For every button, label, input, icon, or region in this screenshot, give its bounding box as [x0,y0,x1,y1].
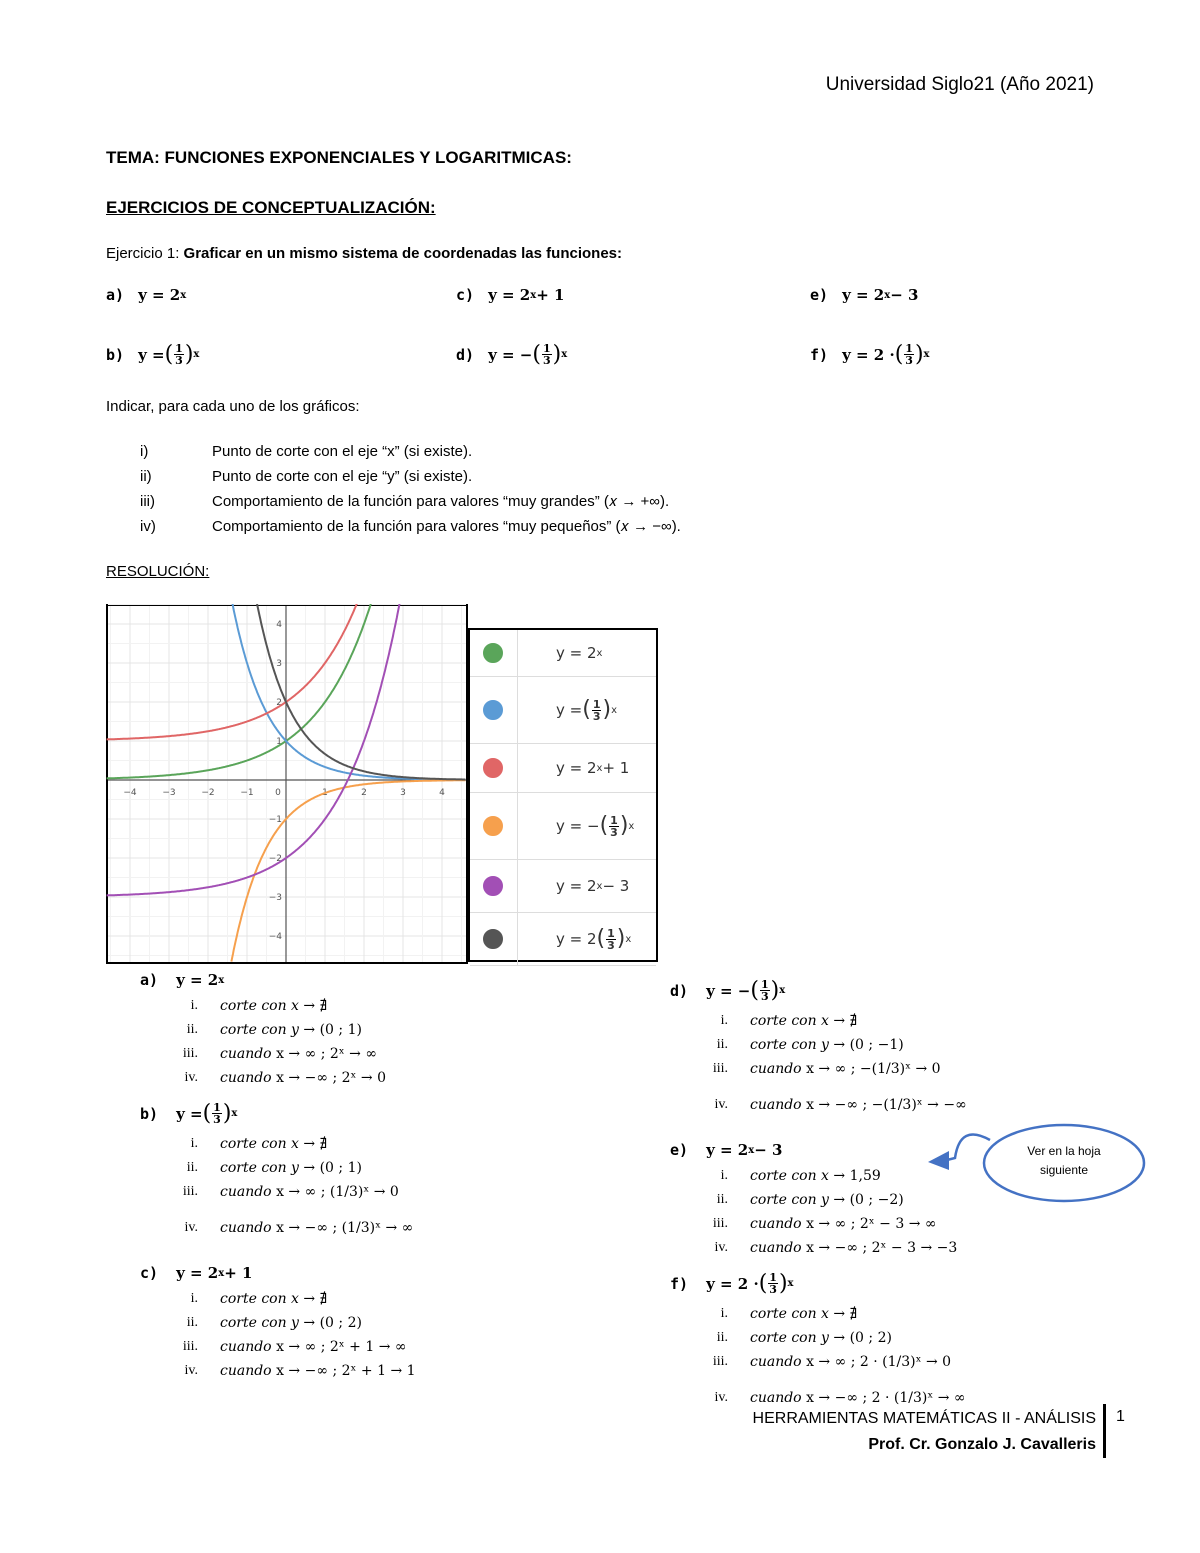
answer-keyword: cuando [220,1070,272,1086]
legend-equation: y = − ( $\frac{1}{3}$ ) x [556,813,635,839]
fraction-numerator: 1 [542,342,551,355]
function-label: c) [456,286,475,304]
function-label: d) [456,345,475,364]
x-tick-label: 2 [361,788,367,798]
fraction-denominator: 3 [213,1113,221,1126]
legend-item [470,793,656,860]
answer-row [690,1390,966,1406]
exponent: x [748,1144,755,1156]
roman-numeral: ii. [716,1192,728,1207]
answer-keyword: cuando [750,1240,802,1256]
equation-tail: − 3 [754,1141,783,1159]
graph-legend [468,628,658,962]
x-tick-label: 0 [275,788,281,798]
answer-heading [140,971,224,989]
equation-base: y = 2 [706,1141,749,1159]
answer-keyword: cuando [750,1061,802,1077]
equation-tail: − 3 [890,286,919,304]
answer-keyword: corte con x [220,1136,299,1152]
answer-value: → ∄ [298,998,328,1014]
answer-value: x → ∞ ; 2ˣ − 3 → ∞ [801,1216,937,1232]
exponent: x [884,289,891,301]
answer-heading: d) y = − ( $\frac{1}{3}$ ) x [670,977,786,1003]
fraction-numerator: 1 [769,1271,777,1284]
fraction-denominator: 3 [607,938,615,952]
equation-base: y = 2 · [706,1274,759,1293]
footer-divider [1103,1404,1106,1458]
legend-item [470,913,656,966]
legend-equation [556,877,629,895]
answer-value: x → −∞ ; 2ˣ − 3 → −3 [801,1240,958,1256]
equation-tail: − 3 [602,877,630,895]
function-item [810,286,918,304]
answer-row [160,1363,416,1379]
footer-professor: Prof. Cr. Gonzalo J. Cavalleris [868,1436,1096,1453]
answer-value: x → −∞ ; 2 · (1/3)ˣ → ∞ [801,1390,966,1406]
x-tick-label: −4 [123,788,137,798]
y-tick-label: −2 [268,854,282,864]
item-number: iv) [140,518,156,535]
equation-base: y = 2 [556,877,597,895]
fraction-denominator: 3 [905,354,913,367]
fraction-numerator: 1 [607,926,615,940]
answer-value: x → −∞ ; 2ˣ + 1 → 1 [271,1363,416,1379]
exponent: x [628,820,635,832]
roman-numeral: iv. [714,1097,728,1112]
equation-base: y = 2 · [842,345,895,364]
legend-color-icon [483,643,503,663]
fraction-denominator: 3 [769,1283,777,1296]
function-item [106,286,186,304]
legend-item [470,630,656,677]
answer-value: x → ∞ ; −(1/3)ˣ → 0 [801,1061,941,1077]
item-number: iii) [140,493,155,510]
equation-base: y = 2 [556,759,597,777]
y-tick-label: 2 [276,698,282,708]
exponent: x [923,349,930,360]
answer-value: → ∄ [298,1291,328,1307]
legend-color-icon [483,929,503,949]
answer-heading [140,1264,252,1282]
answer-keyword: corte con y [750,1192,829,1208]
fraction-numerator: 1 [760,978,769,991]
answer-row [160,1022,362,1038]
answer-row [690,1240,957,1256]
legend-item [470,677,656,744]
exponent: x [625,933,632,945]
answer-keyword: corte con x [750,1168,829,1184]
answer-keyword: corte con x [750,1013,829,1029]
answer-row [160,1315,362,1331]
callout-text: Ver en la hoja siguiente [1027,1144,1101,1177]
roman-numeral: iv. [184,1070,198,1085]
answer-value: → (0 ; 1) [298,1160,362,1176]
answer-keyword: corte con y [220,1315,299,1331]
roman-numeral: i. [190,1291,198,1306]
answer-row [690,1306,857,1322]
exponent: x [596,647,603,659]
answer-value: x → ∞ ; 2ˣ → ∞ [271,1046,378,1062]
roman-numeral: i. [720,1306,728,1321]
equation-base: y = − [556,817,600,835]
roman-numeral: iv. [714,1390,728,1405]
function-item [456,286,564,304]
fraction-numerator: 1 [905,342,913,355]
page-title: TEMA: FUNCIONES EXPONENCIALES Y LOGARITMICAS: [106,148,572,167]
y-tick-label: −1 [268,815,282,825]
exercise-prefix: Ejercicio 1: [106,245,180,262]
item-text: Punto de corte con el eje “y” (si existe). [212,468,473,485]
answer-keyword: cuando [750,1354,802,1370]
roman-numeral: iv. [184,1220,198,1235]
equation-tail: + 1 [224,1264,253,1282]
answer-row [690,1354,951,1370]
exponent: x [218,1267,225,1279]
roman-numeral: i. [190,998,198,1013]
x-tick-label: 3 [400,788,406,798]
fraction-denominator: 3 [542,354,551,367]
equation-base: y = 2 [176,971,219,989]
answer-keyword: corte con y [220,1022,299,1038]
exponent: x [218,974,225,986]
answer-row [160,1184,399,1200]
roman-numeral: iv. [184,1363,198,1378]
item-number: ii) [140,468,152,485]
equation-base: y = − [488,345,533,364]
roman-numeral: i. [190,1136,198,1151]
answer-value: → ∄ [298,1136,328,1152]
answer-row [160,1070,386,1086]
resolution-heading: RESOLUCIÓN: [106,563,210,580]
function-item: b) y = ( $\frac{1}{3}$ ) x [106,341,200,367]
answer-value: x → −∞ ; (1/3)ˣ → ∞ [271,1220,414,1236]
y-tick-label: −3 [268,893,282,903]
x-tick-label: −1 [240,788,254,798]
item-number: i) [140,443,149,460]
answer-keyword: cuando [220,1363,272,1379]
answer-value: x → −∞ ; 2ˣ → 0 [271,1070,386,1086]
equation-base: y = 2 [138,286,181,304]
answer-value: x → ∞ ; 2 · (1/3)ˣ → 0 [801,1354,952,1370]
function-graph [106,604,468,964]
fraction-numerator: 1 [592,697,601,711]
answer-row [690,1168,881,1184]
answer-row [160,998,327,1014]
indicate-text: Indicar, para cada uno de los gráficos: [106,398,360,415]
roman-numeral: iii. [712,1216,728,1231]
equation-tail: + 1 [602,759,630,777]
x-tick-label: −3 [162,788,176,798]
legend-item [470,860,656,913]
answer-row [160,1046,377,1062]
equation-base: y = 2 [556,930,597,948]
answer-label: f) [670,1274,689,1293]
x-tick-label: −2 [201,788,215,798]
answer-label: e) [670,1141,689,1159]
exponent: x [596,880,603,892]
answer-row [690,1037,904,1053]
exponent: x [530,289,537,301]
answer-value: → (0 ; −2) [828,1192,904,1208]
answer-row [690,1097,967,1113]
legend-equation [556,644,602,662]
exponent: x [231,1108,238,1119]
answer-keyword: cuando [220,1046,272,1062]
roman-numeral: iii. [182,1184,198,1199]
answer-keyword: cuando [220,1339,272,1355]
legend-equation: y = ( $\frac{1}{3}$ ) x [556,697,617,723]
section-title: EJERCICIOS DE CONCEPTUALIZACIÓN: [106,198,436,217]
y-tick-label: 3 [276,659,282,669]
university-header: Universidad Siglo21 (Año 2021) [825,74,1094,95]
x-tick-label: 1 [322,788,328,798]
answer-keyword: corte con x [750,1306,829,1322]
roman-numeral: ii. [186,1022,198,1037]
function-label: f) [810,345,829,364]
answer-row [160,1160,362,1176]
answer-label: c) [140,1264,159,1282]
roman-numeral: i. [720,1168,728,1183]
legend-equation [556,759,629,777]
roman-numeral: i. [720,1013,728,1028]
legend-color-icon [483,758,503,778]
equation-base: y = [138,345,165,364]
answer-value: → (0 ; 2) [298,1315,362,1331]
item-text: Punto de corte con el eje “x” (si existe). [212,443,473,460]
answer-row [690,1061,941,1077]
footer-course: HERRAMIENTAS MATEMÁTICAS II - ANÁLISIS [752,1410,1096,1427]
answer-row [690,1013,857,1029]
answer-keyword: corte con x [220,998,299,1014]
answer-heading [670,1141,782,1159]
exponent: x [180,289,187,301]
answer-value: x → −∞ ; −(1/3)ˣ → −∞ [801,1097,967,1113]
y-tick-label: 1 [276,737,282,747]
legend-item [470,744,656,793]
legend-color-icon [483,816,503,836]
answer-label: d) [670,981,689,1000]
function-label: e) [810,286,829,304]
exponent: x [779,985,786,996]
answer-keyword: cuando [750,1390,802,1406]
roman-numeral: iii. [712,1061,728,1076]
exponent: x [561,349,568,360]
roman-numeral: ii. [716,1037,728,1052]
answer-row [160,1220,413,1236]
chart-frame [107,605,467,963]
fraction-denominator: 3 [175,354,183,367]
exercise-text: Graficar en un mismo sistema de coordenadas las funciones: [179,245,622,262]
answer-heading: b) y = ( $\frac{1}{3}$ ) x [140,1100,238,1126]
answer-keyword: cuando [750,1216,802,1232]
answer-row [690,1216,937,1232]
roman-numeral: ii. [186,1160,198,1175]
legend-equation: y = 2 ( $\frac{1}{3}$ ) x [556,926,632,952]
exponent: x [611,704,617,716]
equation-base: y = − [706,981,751,1000]
roman-numeral: iv. [714,1240,728,1255]
answer-row [690,1330,892,1346]
roman-numeral: iii. [712,1354,728,1369]
legend-color-icon [483,700,503,720]
answer-keyword: corte con x [220,1291,299,1307]
function-item: d) y = − ( $\frac{1}{3}$ ) x [456,341,568,367]
fraction-denominator: 3 [592,709,601,723]
exponent: x [193,349,200,360]
function-label: a) [106,286,125,304]
answer-keyword: corte con y [750,1330,829,1346]
equation-base: y = [176,1104,203,1123]
answer-keyword: corte con y [750,1037,829,1053]
y-tick-label: 4 [276,620,282,630]
fraction-denominator: 3 [760,990,769,1003]
answer-row [160,1291,327,1307]
equation-base: y = 2 [556,644,597,662]
answer-value: → (0 ; 2) [828,1330,892,1346]
exponent: x [787,1278,794,1289]
equation-base: y = [556,701,583,719]
roman-numeral: ii. [716,1330,728,1345]
answer-keyword: cuando [220,1220,272,1236]
roman-numeral: iii. [182,1046,198,1061]
exercise-statement [106,245,622,262]
answer-label: b) [140,1104,159,1123]
x-tick-label: 4 [439,788,445,798]
answer-row [690,1192,904,1208]
answer-keyword: cuando [750,1097,802,1113]
equation-base: y = 2 [488,286,531,304]
answer-value: → ∄ [828,1013,858,1029]
fraction-denominator: 3 [610,825,618,839]
answer-value: → ∄ [828,1306,858,1322]
y-tick-label: −4 [268,932,282,942]
item-text: Comportamiento de la función para valores “muy grandes” (𝑥 → +∞). [212,493,670,510]
answer-heading: f) y = 2 · ( $\frac{1}{3}$ ) x [670,1270,794,1296]
fraction-numerator: 1 [610,813,618,827]
equation-tail: + 1 [536,286,565,304]
function-label: b) [106,345,125,364]
answer-value: x → ∞ ; 2ˣ + 1 → ∞ [271,1339,407,1355]
roman-numeral: iii. [182,1339,198,1354]
answer-row [160,1339,407,1355]
item-text: Comportamiento de la función para valores “muy pequeños” (𝑥 → −∞). [212,518,681,535]
exponent: x [596,762,603,774]
fraction-numerator: 1 [175,342,183,355]
fraction-numerator: 1 [213,1101,221,1114]
answer-keyword: corte con y [220,1160,299,1176]
function-item: f) y = 2 · ( $\frac{1}{3}$ ) x [810,341,930,367]
answer-row [160,1136,327,1152]
equation-base: y = 2 [176,1264,219,1282]
answer-label: a) [140,971,159,989]
equation-base: y = 2 [842,286,885,304]
page-number: 1 [1116,1408,1125,1425]
answer-value: → (0 ; 1) [298,1022,362,1038]
answer-value: x → ∞ ; (1/3)ˣ → 0 [271,1184,399,1200]
legend-color-icon [483,876,503,896]
roman-numeral: ii. [186,1315,198,1330]
answer-value: → 1,59 [828,1168,881,1184]
answer-keyword: cuando [220,1184,272,1200]
answer-value: → (0 ; −1) [828,1037,904,1053]
